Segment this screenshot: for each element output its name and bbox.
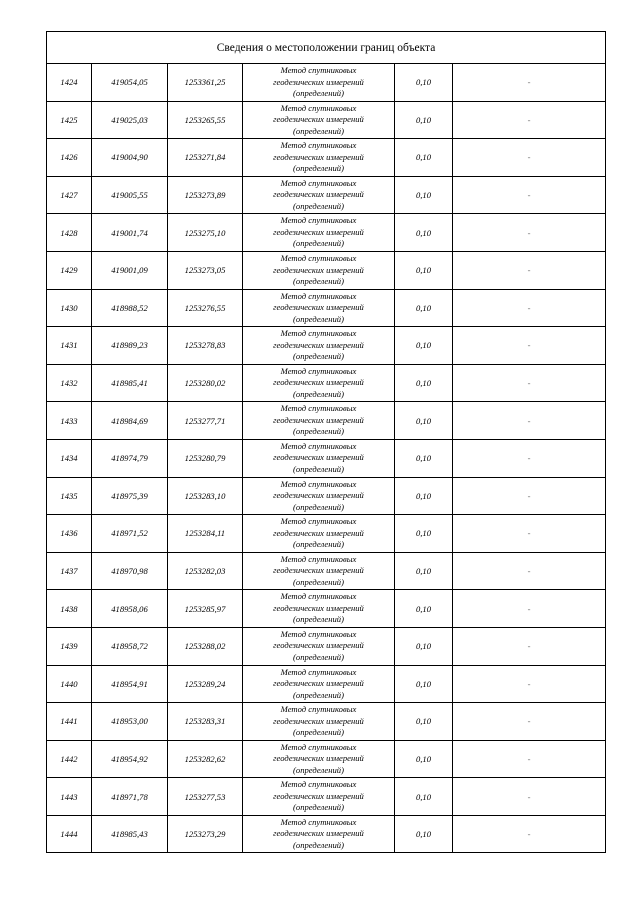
table-body — [47, 32, 606, 853]
x-coordinate-cell: 419054,05 — [92, 64, 168, 102]
method-line-3: (определений) — [293, 313, 344, 324]
method-line-1: Метод спутниковых — [280, 704, 357, 715]
accuracy-cell: 0,10 — [395, 101, 453, 139]
x-coordinate-cell: 419004,90 — [92, 139, 168, 177]
accuracy-cell: 0,10 — [395, 740, 453, 778]
y-coordinate-cell: 1253273,89 — [168, 176, 243, 214]
method-cell — [243, 214, 395, 252]
table-row — [47, 214, 606, 252]
table-row — [47, 740, 606, 778]
y-coordinate-cell: 1253283,31 — [168, 703, 243, 741]
description-cell: - — [453, 627, 606, 665]
method-line-1: Метод спутниковых — [280, 478, 357, 489]
method-cell — [243, 251, 395, 289]
method-cell — [243, 665, 395, 703]
x-coordinate-cell: 418984,69 — [92, 402, 168, 440]
method-line-3: (определений) — [293, 802, 344, 813]
title-row — [47, 32, 606, 64]
method-cell — [243, 101, 395, 139]
x-coordinate-cell: 418975,39 — [92, 477, 168, 515]
accuracy-cell: 0,10 — [395, 439, 453, 477]
accuracy-cell: 0,10 — [395, 364, 453, 402]
table-row — [47, 251, 606, 289]
table-row — [47, 627, 606, 665]
description-cell: - — [453, 665, 606, 703]
description-cell: - — [453, 364, 606, 402]
method-line-3: (определений) — [293, 351, 344, 362]
table-row — [47, 327, 606, 365]
y-coordinate-cell: 1253277,71 — [168, 402, 243, 440]
description-cell: - — [453, 515, 606, 553]
method-line-2: геодезических измерений — [273, 264, 364, 275]
y-coordinate-cell: 1253283,10 — [168, 477, 243, 515]
point-number-cell: 1424 — [47, 64, 92, 102]
table-row — [47, 665, 606, 703]
point-number-cell: 1438 — [47, 590, 92, 628]
method-line-1: Метод спутниковых — [280, 816, 357, 827]
method-line-1: Метод спутниковых — [280, 102, 357, 113]
method-line-2: геодезических измерений — [273, 189, 364, 200]
method-line-1: Метод спутниковых — [280, 779, 357, 790]
x-coordinate-cell: 418985,41 — [92, 364, 168, 402]
description-cell: - — [453, 289, 606, 327]
x-coordinate-cell: 419025,03 — [92, 101, 168, 139]
table-title: Сведения о местоположении границ объекта — [47, 32, 606, 64]
accuracy-cell: 0,10 — [395, 251, 453, 289]
x-coordinate-cell: 419001,74 — [92, 214, 168, 252]
method-line-3: (определений) — [293, 501, 344, 512]
description-cell: - — [453, 402, 606, 440]
method-cell — [243, 477, 395, 515]
method-line-2: геодезических измерений — [273, 753, 364, 764]
method-line-2: геодезических измерений — [273, 151, 364, 162]
x-coordinate-cell: 418953,00 — [92, 703, 168, 741]
method-cell — [243, 703, 395, 741]
x-coordinate-cell: 418954,91 — [92, 665, 168, 703]
method-line-1: Метод спутниковых — [280, 140, 357, 151]
method-cell — [243, 327, 395, 365]
description-cell: - — [453, 327, 606, 365]
table-row — [47, 139, 606, 177]
accuracy-cell: 0,10 — [395, 665, 453, 703]
y-coordinate-cell: 1253271,84 — [168, 139, 243, 177]
method-line-3: (определений) — [293, 689, 344, 700]
method-line-2: геодезических измерений — [273, 715, 364, 726]
method-line-2: геодезических измерений — [273, 114, 364, 125]
method-line-2: геодезических измерений — [273, 602, 364, 613]
method-line-2: геодезических измерений — [273, 490, 364, 501]
method-cell — [243, 627, 395, 665]
accuracy-cell: 0,10 — [395, 64, 453, 102]
method-line-1: Метод спутниковых — [280, 253, 357, 264]
description-cell: - — [453, 740, 606, 778]
y-coordinate-cell: 1253273,29 — [168, 815, 243, 853]
method-line-3: (определений) — [293, 463, 344, 474]
point-number-cell: 1440 — [47, 665, 92, 703]
point-number-cell: 1437 — [47, 552, 92, 590]
method-line-2: геодезических измерений — [273, 828, 364, 839]
method-line-1: Метод спутниковых — [280, 628, 357, 639]
x-coordinate-cell: 418958,72 — [92, 627, 168, 665]
table-row — [47, 590, 606, 628]
description-cell: - — [453, 176, 606, 214]
method-line-2: геодезических измерений — [273, 76, 364, 87]
description-cell: - — [453, 815, 606, 853]
y-coordinate-cell: 1253288,02 — [168, 627, 243, 665]
method-line-1: Метод спутниковых — [280, 591, 357, 602]
accuracy-cell: 0,10 — [395, 552, 453, 590]
table-row — [47, 176, 606, 214]
description-cell: - — [453, 64, 606, 102]
point-number-cell: 1443 — [47, 778, 92, 816]
method-line-3: (определений) — [293, 88, 344, 99]
method-line-2: геодезических измерений — [273, 678, 364, 689]
method-line-2: геодезических измерений — [273, 527, 364, 538]
y-coordinate-cell: 1253273,05 — [168, 251, 243, 289]
y-coordinate-cell: 1253280,79 — [168, 439, 243, 477]
description-cell: - — [453, 590, 606, 628]
boundary-table — [46, 31, 606, 853]
accuracy-cell: 0,10 — [395, 703, 453, 741]
method-cell — [243, 289, 395, 327]
method-line-2: геодезических измерений — [273, 302, 364, 313]
method-line-1: Метод спутниковых — [280, 553, 357, 564]
method-line-3: (определений) — [293, 276, 344, 287]
table-row — [47, 364, 606, 402]
y-coordinate-cell: 1253361,25 — [168, 64, 243, 102]
method-cell — [243, 590, 395, 628]
method-line-1: Метод спутниковых — [280, 365, 357, 376]
table-row — [47, 552, 606, 590]
table-row — [47, 439, 606, 477]
method-line-3: (определений) — [293, 651, 344, 662]
accuracy-cell: 0,10 — [395, 327, 453, 365]
point-number-cell: 1434 — [47, 439, 92, 477]
point-number-cell: 1425 — [47, 101, 92, 139]
table-row — [47, 703, 606, 741]
description-cell: - — [453, 477, 606, 515]
point-number-cell: 1433 — [47, 402, 92, 440]
method-cell — [243, 778, 395, 816]
method-line-3: (определений) — [293, 839, 344, 850]
method-line-3: (определений) — [293, 539, 344, 550]
method-line-2: геодезических измерений — [273, 452, 364, 463]
y-coordinate-cell: 1253265,55 — [168, 101, 243, 139]
point-number-cell: 1426 — [47, 139, 92, 177]
table-row — [47, 515, 606, 553]
point-number-cell: 1441 — [47, 703, 92, 741]
x-coordinate-cell: 418971,52 — [92, 515, 168, 553]
table-row — [47, 64, 606, 102]
accuracy-cell: 0,10 — [395, 214, 453, 252]
y-coordinate-cell: 1253282,03 — [168, 552, 243, 590]
method-cell — [243, 364, 395, 402]
description-cell: - — [453, 703, 606, 741]
description-cell: - — [453, 439, 606, 477]
x-coordinate-cell: 418958,06 — [92, 590, 168, 628]
method-line-1: Метод спутниковых — [280, 403, 357, 414]
method-line-2: геодезических измерений — [273, 640, 364, 651]
point-number-cell: 1436 — [47, 515, 92, 553]
x-coordinate-cell: 418989,23 — [92, 327, 168, 365]
method-line-3: (определений) — [293, 614, 344, 625]
accuracy-cell: 0,10 — [395, 289, 453, 327]
method-line-3: (определений) — [293, 200, 344, 211]
x-coordinate-cell: 418971,78 — [92, 778, 168, 816]
accuracy-cell: 0,10 — [395, 139, 453, 177]
y-coordinate-cell: 1253285,97 — [168, 590, 243, 628]
x-coordinate-cell: 418988,52 — [92, 289, 168, 327]
method-line-1: Метод спутниковых — [280, 328, 357, 339]
method-line-1: Метод спутниковых — [280, 177, 357, 188]
point-number-cell: 1432 — [47, 364, 92, 402]
description-cell: - — [453, 139, 606, 177]
method-line-3: (определений) — [293, 238, 344, 249]
accuracy-cell: 0,10 — [395, 627, 453, 665]
table-row — [47, 289, 606, 327]
method-cell — [243, 439, 395, 477]
point-number-cell: 1428 — [47, 214, 92, 252]
method-cell — [243, 176, 395, 214]
point-number-cell: 1439 — [47, 627, 92, 665]
x-coordinate-cell: 419001,09 — [92, 251, 168, 289]
y-coordinate-cell: 1253276,55 — [168, 289, 243, 327]
method-line-2: геодезических измерений — [273, 339, 364, 350]
method-line-1: Метод спутниковых — [280, 65, 357, 76]
method-line-1: Метод спутниковых — [280, 666, 357, 677]
y-coordinate-cell: 1253289,24 — [168, 665, 243, 703]
method-line-2: геодезических измерений — [273, 377, 364, 388]
method-line-3: (определений) — [293, 426, 344, 437]
method-cell — [243, 402, 395, 440]
description-cell: - — [453, 101, 606, 139]
method-line-3: (определений) — [293, 388, 344, 399]
method-line-1: Метод спутниковых — [280, 516, 357, 527]
point-number-cell: 1444 — [47, 815, 92, 853]
method-line-1: Метод спутниковых — [280, 290, 357, 301]
x-coordinate-cell: 418974,79 — [92, 439, 168, 477]
method-line-2: геодезических измерений — [273, 565, 364, 576]
point-number-cell: 1435 — [47, 477, 92, 515]
y-coordinate-cell: 1253278,83 — [168, 327, 243, 365]
method-line-3: (определений) — [293, 163, 344, 174]
table-row — [47, 815, 606, 853]
point-number-cell: 1442 — [47, 740, 92, 778]
method-cell — [243, 740, 395, 778]
y-coordinate-cell: 1253282,62 — [168, 740, 243, 778]
method-line-2: геодезических измерений — [273, 226, 364, 237]
point-number-cell: 1427 — [47, 176, 92, 214]
method-cell — [243, 815, 395, 853]
table-row — [47, 778, 606, 816]
point-number-cell: 1430 — [47, 289, 92, 327]
method-cell — [243, 64, 395, 102]
y-coordinate-cell: 1253284,11 — [168, 515, 243, 553]
accuracy-cell: 0,10 — [395, 176, 453, 214]
document-page — [46, 31, 605, 853]
description-cell: - — [453, 552, 606, 590]
method-line-3: (определений) — [293, 125, 344, 136]
description-cell: - — [453, 778, 606, 816]
x-coordinate-cell: 418985,43 — [92, 815, 168, 853]
table-row — [47, 101, 606, 139]
x-coordinate-cell: 419005,55 — [92, 176, 168, 214]
description-cell: - — [453, 251, 606, 289]
method-line-3: (определений) — [293, 727, 344, 738]
point-number-cell: 1431 — [47, 327, 92, 365]
point-number-cell: 1429 — [47, 251, 92, 289]
accuracy-cell: 0,10 — [395, 402, 453, 440]
method-cell — [243, 552, 395, 590]
method-cell — [243, 515, 395, 553]
table-row — [47, 402, 606, 440]
y-coordinate-cell: 1253275,10 — [168, 214, 243, 252]
method-line-2: геодезических измерений — [273, 790, 364, 801]
description-cell: - — [453, 214, 606, 252]
y-coordinate-cell: 1253277,53 — [168, 778, 243, 816]
method-line-1: Метод спутниковых — [280, 440, 357, 451]
accuracy-cell: 0,10 — [395, 778, 453, 816]
x-coordinate-cell: 418954,92 — [92, 740, 168, 778]
table-row — [47, 477, 606, 515]
method-line-3: (определений) — [293, 764, 344, 775]
accuracy-cell: 0,10 — [395, 515, 453, 553]
method-line-2: геодезических измерений — [273, 414, 364, 425]
x-coordinate-cell: 418970,98 — [92, 552, 168, 590]
method-line-1: Метод спутниковых — [280, 215, 357, 226]
method-line-1: Метод спутниковых — [280, 741, 357, 752]
method-line-3: (определений) — [293, 576, 344, 587]
accuracy-cell: 0,10 — [395, 815, 453, 853]
method-cell — [243, 139, 395, 177]
accuracy-cell: 0,10 — [395, 477, 453, 515]
y-coordinate-cell: 1253280,02 — [168, 364, 243, 402]
accuracy-cell: 0,10 — [395, 590, 453, 628]
